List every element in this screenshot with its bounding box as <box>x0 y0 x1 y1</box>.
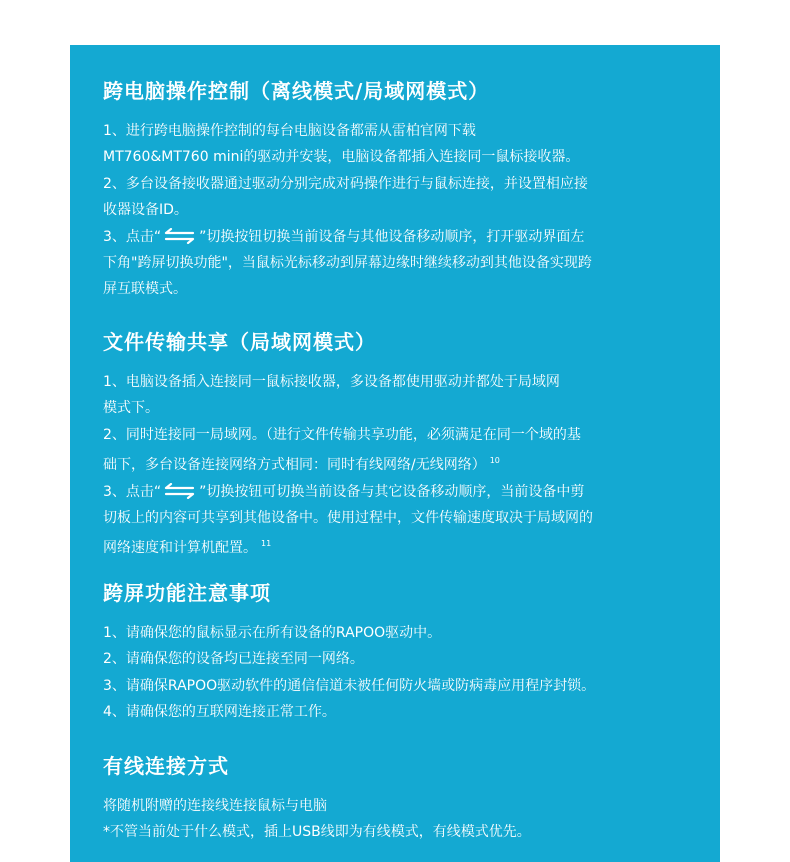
line-text-after: ”切换按钮可切换当前设备与其它设备移动顺序，当前设备中剪 <box>199 483 585 500</box>
line-text: 网络速度和计算机配置。 <box>103 540 257 557</box>
swap-arrows-icon <box>163 483 197 499</box>
paragraph-line: 下角"跨屏切换功能"，当鼠标光标移动到屏幕边缘时继续移动到其他设备实现跨 <box>103 255 592 272</box>
footnote-marker: 11 <box>261 539 272 549</box>
section-heading: 文件传输共享（局域网模式） <box>103 330 376 354</box>
section-wired-connection <box>103 753 703 846</box>
paragraph-line: 将随机附赠的连接线连接鼠标与电脑 <box>103 798 327 814</box>
footnote-marker: 10 <box>489 456 500 466</box>
section-cross-computer-control <box>103 78 703 303</box>
paragraph-line-with-note <box>103 448 703 478</box>
paragraph-line: *不管当前处于什么模式，插上USB线即为有线模式，有线模式优先。 <box>103 824 531 841</box>
paragraph-line: 3、请确保RAPOO驱动软件的通信信道未被任何防火墙或防病毒应用程序封锁。 <box>103 677 596 694</box>
line-text-before: 3、点击“ <box>103 228 162 245</box>
line-text-before: 3、点击“ <box>103 483 162 500</box>
paragraph-line: MT760&MT760 mini的驱动并安装，电脑设备都插入连接同一鼠标接收器。 <box>103 149 580 166</box>
swap-arrows-icon <box>163 228 197 244</box>
paragraph-line: 1、进行跨电脑操作控制的每台电脑设备都需从雷柏官网下载 <box>103 123 476 139</box>
paragraph-line: 2、多台设备接收器通过驱动分别完成对码操作进行与鼠标连接，并设置相应接 <box>103 175 588 192</box>
paragraph-line-with-note <box>103 531 703 561</box>
section-heading: 有线连接方式 <box>103 754 229 778</box>
paragraph-line-with-icon <box>103 224 703 250</box>
section-cross-screen-notes <box>103 580 703 726</box>
line-text-after: ”切换按钮切换当前设备与其他设备移动顺序，打开驱动界面左 <box>199 228 585 245</box>
paragraph-line: 切板上的内容可共享到其他设备中。使用过程中，文件传输速度取决于局域网的 <box>103 510 593 527</box>
paragraph-line: 屏互联模式。 <box>103 281 187 298</box>
paragraph-line: 2、同时连接同一局域网。（进行文件传输共享功能，必须满足在同一个域的基 <box>103 426 581 443</box>
line-text: 础下，多台设备连接网络方式相同：同时有线网络/无线网络） <box>103 457 486 474</box>
paragraph-line: 收器设备ID。 <box>103 202 188 219</box>
info-panel <box>70 45 720 862</box>
section-heading: 跨屏功能注意事项 <box>103 581 271 605</box>
section-heading: 跨电脑操作控制（离线模式/局域网模式） <box>103 79 490 103</box>
paragraph-line: 2、请确保您的设备均已连接至同一网络。 <box>103 651 364 668</box>
paragraph-line: 4、请确保您的互联网连接正常工作。 <box>103 704 336 721</box>
paragraph-line-with-icon <box>103 479 703 505</box>
paragraph-line: 1、请确保您的鼠标显示在所有设备的RAPOO驱动中。 <box>103 625 442 641</box>
paragraph-line: 模式下。 <box>103 400 159 417</box>
paragraph-line: 1、电脑设备插入连接同一鼠标接收器，多设备都使用驱动并都处于局域网 <box>103 374 560 390</box>
section-file-sharing <box>103 329 703 562</box>
